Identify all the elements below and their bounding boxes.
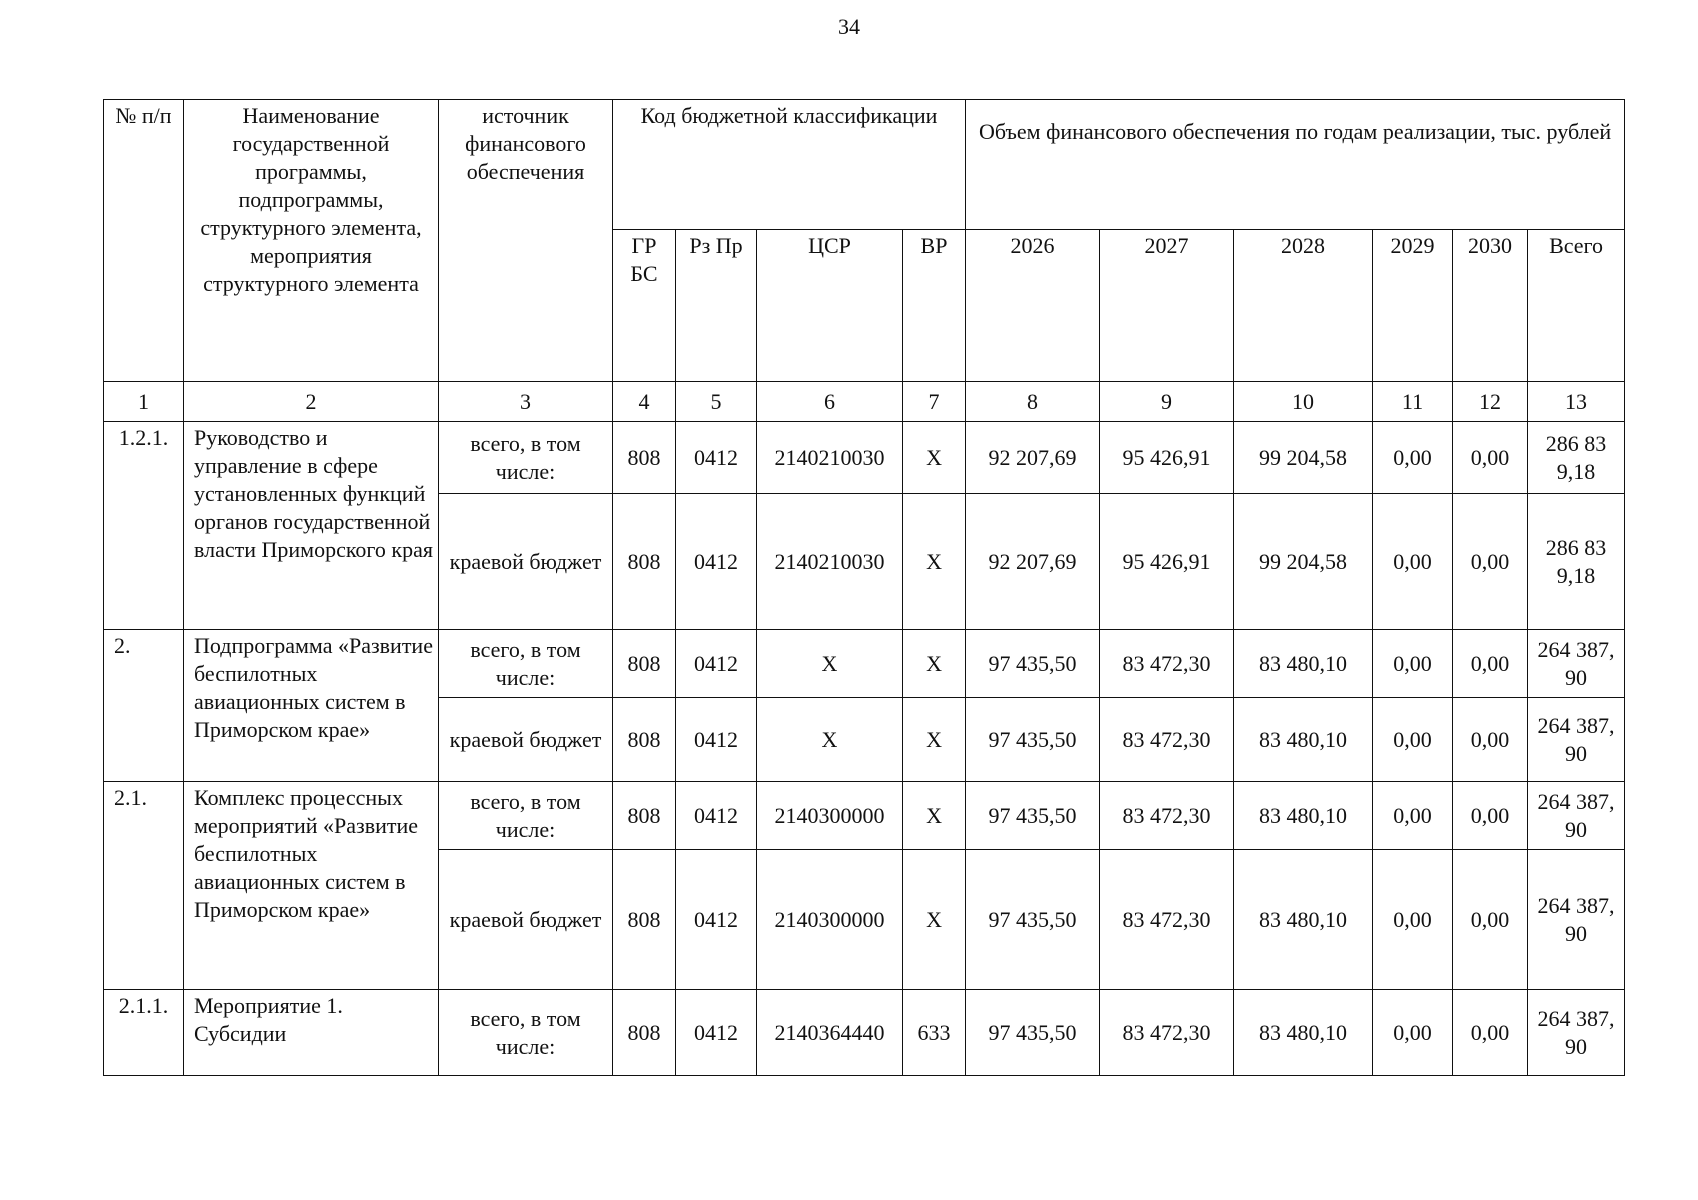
- row-csr: Х: [757, 698, 903, 782]
- column-number: 1: [104, 382, 184, 422]
- row-2027: 95 426,91: [1100, 422, 1234, 494]
- row-2027: 95 426,91: [1100, 494, 1234, 630]
- row-csr: 2140364440: [757, 990, 903, 1076]
- row-2026: 92 207,69: [966, 494, 1100, 630]
- subheader-total: Всего: [1528, 230, 1625, 382]
- row-2029: 0,00: [1373, 494, 1453, 630]
- row-source: всего, в том числе:: [439, 422, 613, 494]
- subheader-2030: 2030: [1453, 230, 1528, 382]
- row-2030: 0,00: [1453, 698, 1528, 782]
- row-total: 264 387, 90: [1528, 698, 1625, 782]
- row-vr: Х: [903, 494, 966, 630]
- header-num: № п/п: [104, 100, 184, 382]
- row-csr: 2140210030: [757, 422, 903, 494]
- row-name: Подпрограмма «Развитие беспилотных авиационных систем в Приморском крае»: [184, 630, 439, 782]
- table-row: [104, 422, 1625, 494]
- row-2030: 0,00: [1453, 782, 1528, 850]
- row-rzpr: 0412: [676, 850, 757, 990]
- table-row: [104, 990, 1625, 1076]
- column-number: 13: [1528, 382, 1625, 422]
- column-number: 11: [1373, 382, 1453, 422]
- row-2030: 0,00: [1453, 990, 1528, 1076]
- row-source: краевой бюджет: [439, 698, 613, 782]
- row-2026: 92 207,69: [966, 422, 1100, 494]
- row-source: всего, в том числе:: [439, 990, 613, 1076]
- row-csr: 2140210030: [757, 494, 903, 630]
- row-2027: 83 472,30: [1100, 850, 1234, 990]
- row-2029: 0,00: [1373, 850, 1453, 990]
- row-total: 264 387, 90: [1528, 630, 1625, 698]
- subheader-2027: 2027: [1100, 230, 1234, 382]
- row-2028: 83 480,10: [1234, 990, 1373, 1076]
- column-number: 9: [1100, 382, 1234, 422]
- row-name: Руководство и управление в сфере установленных функций органов государственной власти Приморского края: [184, 422, 439, 630]
- row-source: краевой бюджет: [439, 850, 613, 990]
- row-total: 264 387, 90: [1528, 782, 1625, 850]
- row-grbs: 808: [613, 990, 676, 1076]
- row-2026: 97 435,50: [966, 630, 1100, 698]
- page-number: 34: [838, 14, 860, 39]
- row-rzpr: 0412: [676, 782, 757, 850]
- column-number: 6: [757, 382, 903, 422]
- row-vr: Х: [903, 630, 966, 698]
- column-number: 7: [903, 382, 966, 422]
- row-2028: 99 204,58: [1234, 494, 1373, 630]
- row-csr: 2140300000: [757, 782, 903, 850]
- row-rzpr: 0412: [676, 494, 757, 630]
- row-2026: 97 435,50: [966, 850, 1100, 990]
- row-vr: Х: [903, 422, 966, 494]
- row-total: 264 387, 90: [1528, 990, 1625, 1076]
- row-source: всего, в том числе:: [439, 782, 613, 850]
- row-grbs: 808: [613, 494, 676, 630]
- row-vr: Х: [903, 782, 966, 850]
- header-row: [104, 100, 1625, 230]
- row-vr: 633: [903, 990, 966, 1076]
- row-grbs: 808: [613, 698, 676, 782]
- row-2026: 97 435,50: [966, 698, 1100, 782]
- row-number: 2.: [104, 630, 184, 782]
- column-number: 8: [966, 382, 1100, 422]
- row-total: 286 83 9,18: [1528, 422, 1625, 494]
- row-source: всего, в том числе:: [439, 630, 613, 698]
- column-numbers-row: [104, 382, 1625, 422]
- subheader-csr: ЦСР: [757, 230, 903, 382]
- subheader-vr: ВР: [903, 230, 966, 382]
- row-rzpr: 0412: [676, 422, 757, 494]
- header-volume: Объем финансового обеспечения по годам реализации, тыс. рублей: [966, 100, 1625, 230]
- row-2026: 97 435,50: [966, 782, 1100, 850]
- row-2030: 0,00: [1453, 630, 1528, 698]
- row-2029: 0,00: [1373, 698, 1453, 782]
- row-vr: Х: [903, 850, 966, 990]
- row-2028: 83 480,10: [1234, 850, 1373, 990]
- row-grbs: 808: [613, 782, 676, 850]
- header-source: источник финансового обеспечения: [439, 100, 613, 382]
- row-grbs: 808: [613, 850, 676, 990]
- budget-table: [103, 99, 1625, 1076]
- column-number: 10: [1234, 382, 1373, 422]
- row-rzpr: 0412: [676, 698, 757, 782]
- row-2030: 0,00: [1453, 422, 1528, 494]
- row-name: Комплекс процессных мероприятий «Развитие беспилотных авиационных систем в Приморском крае»: [184, 782, 439, 990]
- header-name: Наименование государственной программы, подпрограммы, структурного элемента, мероприятия структурного элемента: [184, 100, 439, 382]
- row-number: 2.1.1.: [104, 990, 184, 1076]
- row-2029: 0,00: [1373, 782, 1453, 850]
- row-2026: 97 435,50: [966, 990, 1100, 1076]
- row-2029: 0,00: [1373, 422, 1453, 494]
- column-number: 3: [439, 382, 613, 422]
- column-number: 12: [1453, 382, 1528, 422]
- subheader-rzpr: Рз Пр: [676, 230, 757, 382]
- row-name: Мероприятие 1. Субсидии: [184, 990, 439, 1076]
- column-number: 5: [676, 382, 757, 422]
- row-source: краевой бюджет: [439, 494, 613, 630]
- row-2030: 0,00: [1453, 494, 1528, 630]
- header-kbk: Код бюджетной классификации: [613, 100, 966, 230]
- row-rzpr: 0412: [676, 990, 757, 1076]
- subheader-grbs: ГР БС: [613, 230, 676, 382]
- row-2027: 83 472,30: [1100, 782, 1234, 850]
- column-number: 2: [184, 382, 439, 422]
- row-vr: Х: [903, 698, 966, 782]
- row-number: 1.2.1.: [104, 422, 184, 630]
- row-total: 286 83 9,18: [1528, 494, 1625, 630]
- row-2028: 83 480,10: [1234, 630, 1373, 698]
- row-number: 2.1.: [104, 782, 184, 990]
- table-row: [104, 782, 1625, 850]
- row-grbs: 808: [613, 630, 676, 698]
- row-2027: 83 472,30: [1100, 990, 1234, 1076]
- column-number: 4: [613, 382, 676, 422]
- subheader-2029: 2029: [1373, 230, 1453, 382]
- row-csr: Х: [757, 630, 903, 698]
- subheader-2028: 2028: [1234, 230, 1373, 382]
- row-2028: 99 204,58: [1234, 422, 1373, 494]
- subheader-2026: 2026: [966, 230, 1100, 382]
- row-csr: 2140300000: [757, 850, 903, 990]
- row-2028: 83 480,10: [1234, 698, 1373, 782]
- table-row: [104, 630, 1625, 698]
- row-2028: 83 480,10: [1234, 782, 1373, 850]
- row-2029: 0,00: [1373, 630, 1453, 698]
- row-2027: 83 472,30: [1100, 698, 1234, 782]
- row-rzpr: 0412: [676, 630, 757, 698]
- row-grbs: 808: [613, 422, 676, 494]
- row-total: 264 387, 90: [1528, 850, 1625, 990]
- row-2029: 0,00: [1373, 990, 1453, 1076]
- row-2030: 0,00: [1453, 850, 1528, 990]
- row-2027: 83 472,30: [1100, 630, 1234, 698]
